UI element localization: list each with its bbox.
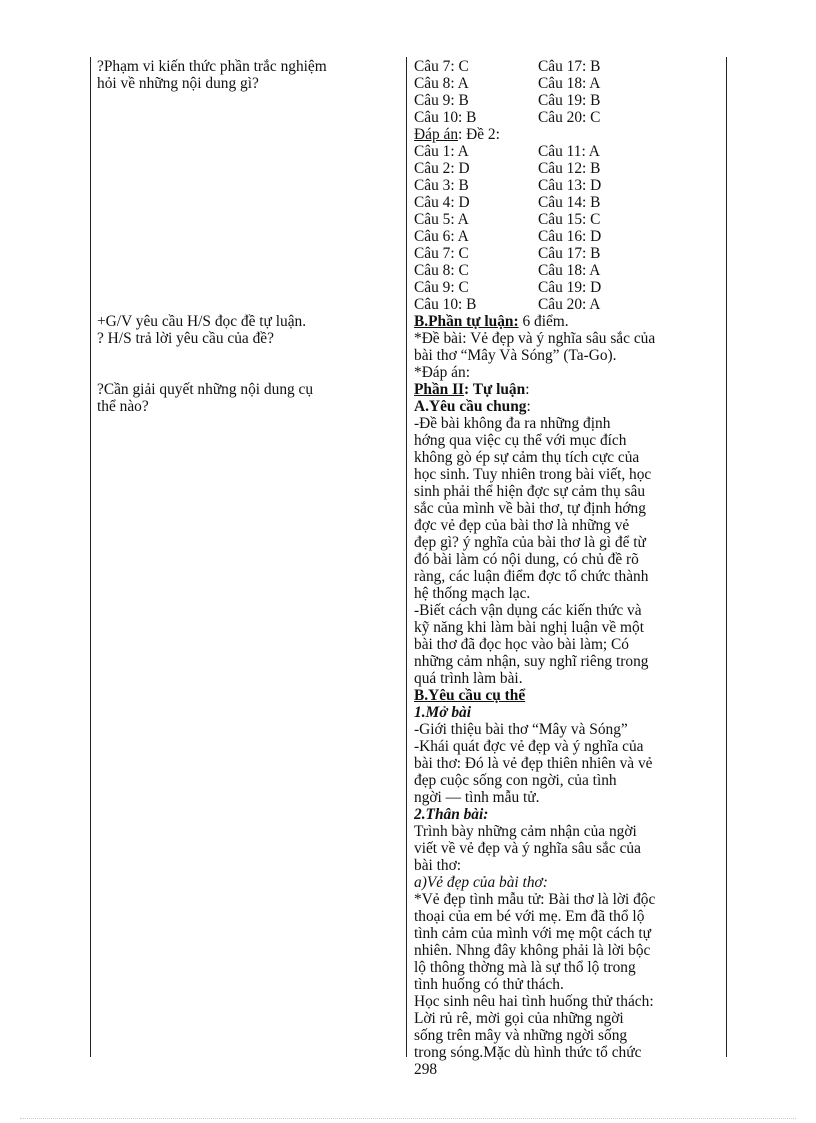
introduction-heading: 1.Mở bài <box>414 704 472 721</box>
part-ii-heading: Phần II: Tự luận: <box>414 381 530 398</box>
question-scope-line-2: hỏi về những nội dung gì? <box>97 75 259 92</box>
introduction-text: -Giới thiệu bài thơ “Mây và Sóng” -Khái quát đợc vẻ đẹp và ý nghĩa của bài thơ: Đó là vẻ đẹp thiên nhiên và vẻ đẹp cuộc sống con ngời, của tình ngời — tình mẫu tử. <box>414 721 653 806</box>
answer-row: Câu 1: A Câu 11: A <box>414 143 600 160</box>
page-number: 298 <box>414 1061 438 1078</box>
general-requirements-para-2: -Biết cách vận dụng các kiến thức và kỹ năng khi làm bài nghị luận về một bài thơ đã đọc học vào bài làm; Có những cảm nhận, suy nghĩ riêng trong quá trình làm bài. <box>414 602 649 687</box>
body-text: Trình bày những cảm nhận của ngời viết về vẻ đẹp và ý nghĩa sâu sắc của bài thơ: <box>414 823 641 874</box>
answer-row: Câu 8: C Câu 18: A <box>414 262 601 279</box>
answer-row: Câu 10: B Câu 20: C <box>414 109 601 126</box>
content-column <box>414 58 720 1061</box>
table-border-right <box>726 57 727 1057</box>
answer-row: Câu 4: D Câu 14: B <box>414 194 601 211</box>
essay-prompt-line-2: bài thơ “Mây Và Sóng” (Ta-Go). <box>414 347 617 364</box>
answer-row: Câu 6: A Câu 16: D <box>414 228 602 245</box>
general-requirements-heading: A.Yêu cầu chung: <box>414 398 531 415</box>
question-scope-line-1: ?Phạm vi kiến thức phần trắc nghiệm <box>97 58 327 75</box>
teacher-instruction-line-1: +G/V yêu cầu H/S đọc đề tự luận. <box>97 313 307 330</box>
beauty-subheading: a)Vẻ đẹp của bài thơ: <box>414 874 548 891</box>
table-border-middle <box>406 57 407 1057</box>
answer-row: Câu 9: C Câu 19: D <box>414 279 602 296</box>
question-content-line-2: thể nào? <box>97 398 149 415</box>
answer-row: Câu 5: A Câu 15: C <box>414 211 601 228</box>
part-b-heading: B.Phần tự luận: 6 điểm. <box>414 313 569 330</box>
essay-prompt-line-1: *Đề bài: Vẻ đẹp và ý nghĩa sâu sắc của <box>414 330 656 347</box>
de2-heading: Đáp án: Đề 2: <box>414 126 500 143</box>
general-requirements-para-1: -Đề bài không đa ra những định hớng qua việc cụ thể với mục đích không gò ép sự cảm thụ tích cực của học sinh. Tuy nhiên trong bài viết, học sinh phải thể hiện đợc sự cảm thụ sâu sắc của mình về bài thơ, tự định hớng đợc vẻ đẹp của bài thơ là những vẻ đẹp gì? ý nghĩa của bài thơ là gì để từ đó bài làm có nội dung, có chủ đề rõ ràng, các luận điểm đợc tổ chức thành hệ thống mạch lạc. <box>414 415 652 602</box>
teacher-instruction-line-2: ? H/S trả lời yêu cầu của đề? <box>97 330 274 347</box>
specific-requirements-heading: B.Yêu cầu cụ thể <box>414 687 526 704</box>
answers-de2 <box>414 143 720 313</box>
footer-dotted-rule <box>20 1118 796 1120</box>
answer-row: Câu 3: B Câu 13: D <box>414 177 602 194</box>
answer-row: Câu 8: A Câu 18: A <box>414 75 601 92</box>
answer-row: Câu 7: C Câu 17: B <box>414 245 601 262</box>
answer-row: Câu 9: B Câu 19: B <box>414 92 601 109</box>
answer-row: Câu 7: C Câu 17: B <box>414 58 601 75</box>
table-border-left <box>90 57 91 1057</box>
answers-top <box>414 58 720 126</box>
beauty-text: *Vẻ đẹp tình mẫu tử: Bài thơ là lời độc thoại của em bé với mẹ. Em đã thổ lộ tình cảm của mình với mẹ một cách tự nhiên. Nhng đây không phải là lời bộc lộ thông thờng mà là sự thổ lộ trong tình huống có thử thách. Học sinh nêu hai tình huống thử thách: Lời rủ rê, mời gọi của những ngời sống trên mây và những ngời sống trong sóng.Mặc dù hình thức tổ chức <box>414 891 656 1061</box>
question-content-line-1: ?Cần giải quyết những nội dung cụ <box>97 381 314 398</box>
teacher-activity-column <box>97 58 397 415</box>
answer-key-label: *Đáp án: <box>414 364 470 381</box>
answer-row: Câu 2: D Câu 12: B <box>414 160 601 177</box>
answer-row: Câu 10: B Câu 20: A <box>414 296 601 313</box>
body-heading: 2.Thân bài: <box>414 806 489 823</box>
